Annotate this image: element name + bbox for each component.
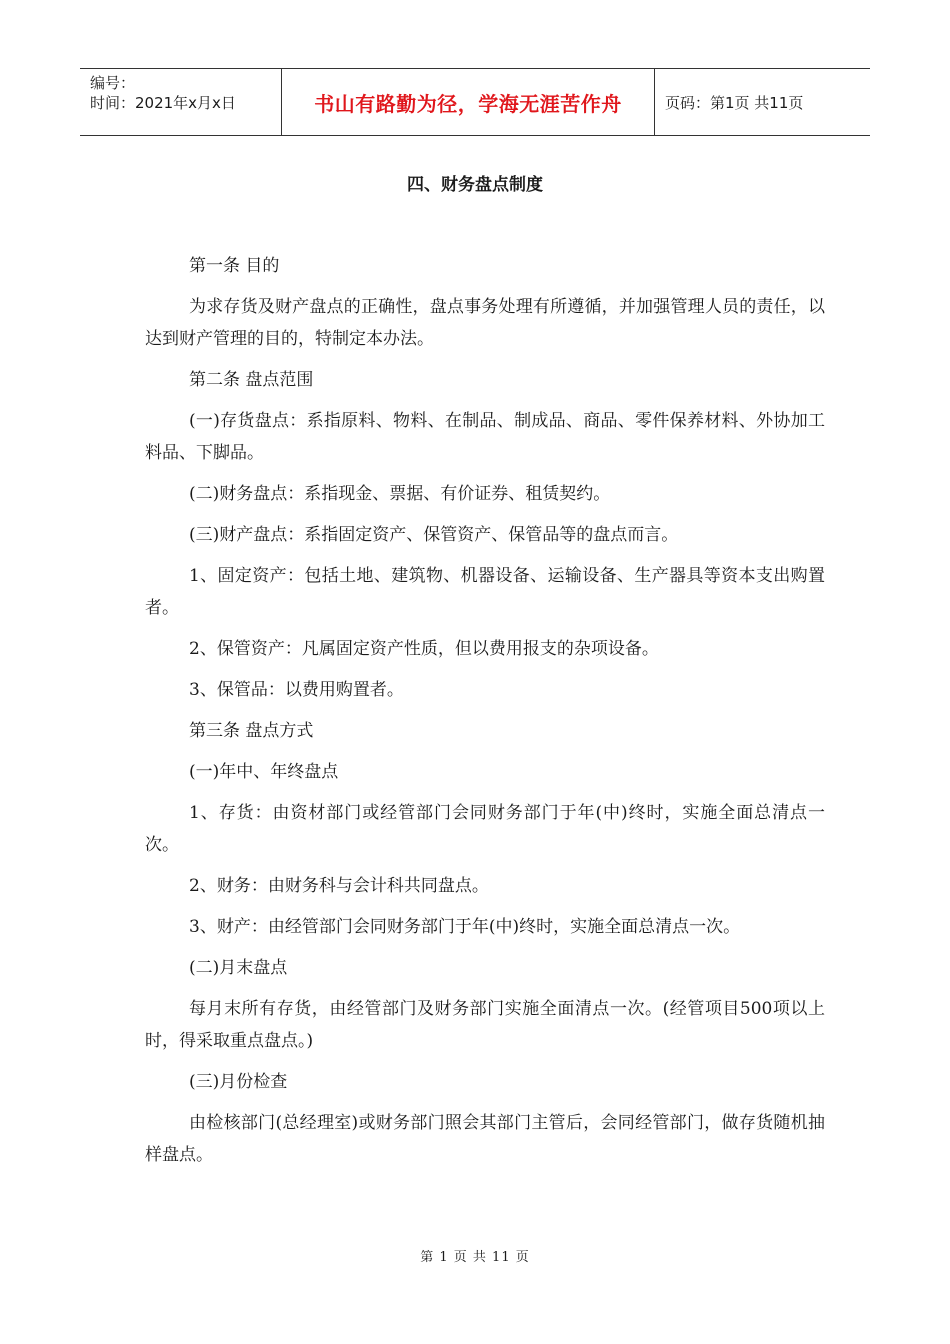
header-meta (80, 69, 281, 135)
document-title: 四、财务盘点制度 (407, 175, 543, 195)
paragraph: (二)财务盘点：系指现金、票据、有价证券、租赁契约。 (189, 484, 611, 504)
paragraph: 2、财务：由财务科与会计科共同盘点。 (189, 876, 489, 896)
header-motto: 书山有路勤为径，学海无涯苦作舟 (281, 69, 655, 135)
document-header (80, 68, 870, 136)
paragraph: 3、保管品：以费用购置者。 (189, 680, 404, 700)
paragraph: 1、固定资产：包括土地、建筑物、机器设备、运输设备、生产器具等资本支出购置者。 (145, 566, 825, 618)
paragraph: (三)财产盘点：系指固定资产、保管资产、保管品等的盘点而言。 (189, 525, 679, 545)
paragraph: (一)年中、年终盘点 (189, 762, 339, 782)
article-heading: 第三条 盘点方式 (189, 721, 314, 741)
paragraph: (一)存货盘点：系指原料、物料、在制品、制成品、商品、零件保养材料、外协加工料品、下脚品。 (145, 411, 825, 463)
document-number-label: 编号： (90, 74, 136, 92)
paragraph: (三)月份检查 (189, 1072, 288, 1092)
paragraph: 为求存货及财产盘点的正确性，盘点事务处理有所遵循，并加强管理人员的责任，以达到财产管理的目的，特制定本办法。 (145, 297, 825, 349)
page-footer: 第 1 页 共 11 页 (420, 1250, 530, 1265)
document-body (145, 250, 825, 1180)
article-heading: 第二条 盘点范围 (189, 370, 314, 390)
paragraph: 由检核部门(总经理室)或财务部门照会其部门主管后，会同经管部门，做存货随机抽样盘点。 (145, 1113, 825, 1165)
paragraph: 3、财产：由经管部门会同财务部门于年(中)终时，实施全面总清点一次。 (189, 917, 741, 937)
paragraph: 1、存货：由资材部门或经管部门会同财务部门于年(中)终时，实施全面总清点一次。 (145, 803, 825, 855)
header-page-number: 页码：第1页 共11页 (665, 93, 804, 112)
paragraph: 2、保管资产：凡属固定资产性质，但以费用报支的杂项设备。 (189, 639, 659, 659)
paragraph: 每月末所有存货，由经管部门及财务部门实施全面清点一次。(经管项目500项以上时，得采取重点盘点。) (145, 999, 825, 1051)
paragraph: (二)月末盘点 (189, 958, 288, 978)
article-heading: 第一条 目的 (189, 256, 280, 276)
document-date-label: 时间：2021年x月x日 (90, 94, 236, 112)
